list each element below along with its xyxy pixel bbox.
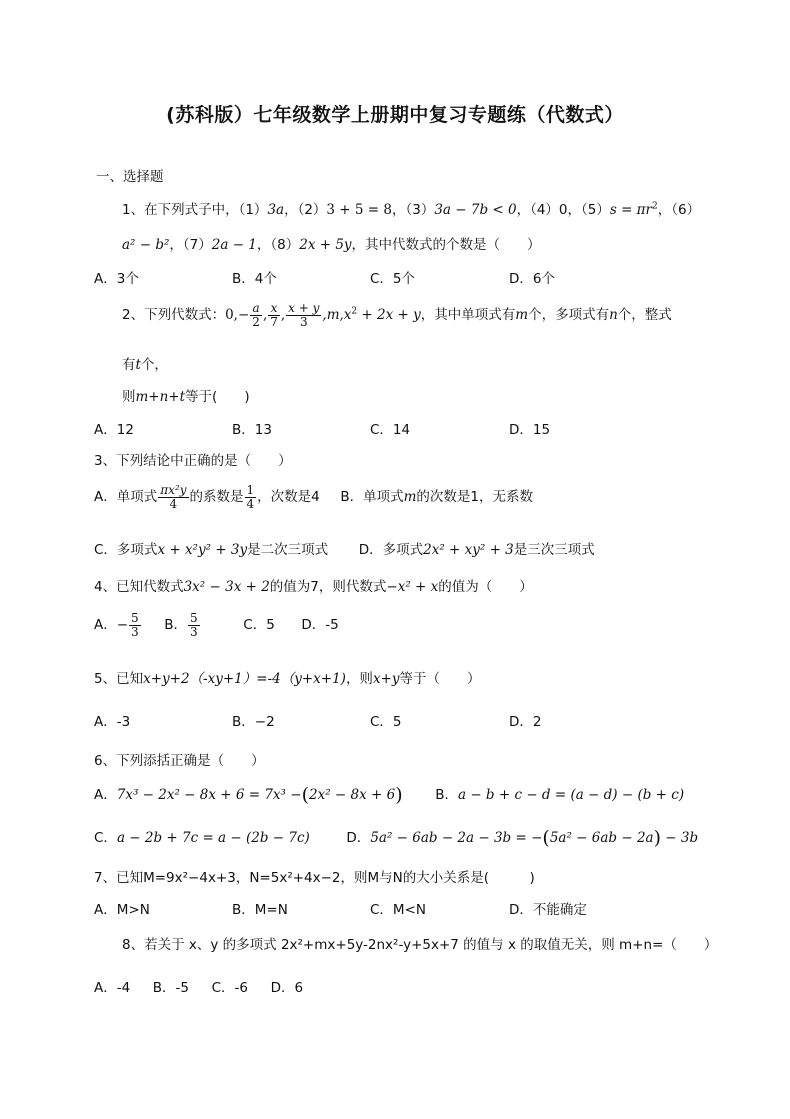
question-8-stem: 8、若关于 x、y 的多项式 2x²+mx+5y-2nx²-y+5x+7 的值与 x 的取值无关，则 m+n=（ ） bbox=[122, 937, 718, 953]
question-6-stem: 6、下列添括正确是（ ） bbox=[94, 753, 265, 769]
q2-option-c: C．14 bbox=[370, 422, 411, 438]
q7-option-d: D．不能确定 bbox=[509, 902, 587, 918]
text: ，次数是4 bbox=[257, 489, 320, 506]
math-expr: ,m,x bbox=[322, 307, 352, 324]
text: 有 bbox=[122, 357, 136, 373]
q8-option-d: D．6 bbox=[270, 980, 304, 996]
math-expr: 5a² − 6ab − 2a − 3b = − bbox=[370, 830, 543, 846]
question-2-line-1: 2、下列代数式：0,− $\frac{a}{2}$ , $\frac{x}{7}$ , $\frac{x + y}{3}$ $,m,x^2 + 2x + y$，其中单项式有m个，多项式有n个，整式 bbox=[122, 301, 672, 329]
text: 个，整式 bbox=[617, 307, 672, 324]
q1-option-d: D．6个 bbox=[509, 271, 555, 287]
q6-option-c: C． bbox=[94, 830, 117, 846]
text: ，其中单项式有 bbox=[420, 307, 516, 324]
question-7-stem: 7、已知M=9x²−4x+3，N=5x²+4x−2，则M与N的大小关系是( ) bbox=[94, 870, 535, 886]
question-3-stem: 3、下列结论中正确的是（ ） bbox=[94, 453, 292, 469]
text: 1、在下列式子中，（1） bbox=[122, 202, 268, 218]
q8-option-c: C．-6 bbox=[211, 980, 249, 996]
text: 个，多项式有 bbox=[528, 307, 610, 324]
q5-option-c: C．5 bbox=[370, 714, 402, 730]
text: 是三次三项式 bbox=[513, 542, 595, 558]
q6-options-cd: C．a − 2b + 7c = a − (2b − 7c) D．5a² − 6ab − 2a − 3b = −(5a² − 6ab − 2a) − 3b bbox=[94, 827, 699, 849]
text: 等于（ ） bbox=[399, 671, 481, 687]
math-expr: a² − b² bbox=[122, 237, 170, 253]
text: ，则 bbox=[345, 671, 373, 687]
math-expr: 3x² − 3x + 2 bbox=[183, 579, 270, 595]
q4-option-d: D．-5 bbox=[301, 617, 339, 634]
math-expr: 3a − 7b < 0 bbox=[434, 202, 517, 218]
text: 2、下列代数式： bbox=[122, 307, 226, 324]
math-expr: 7x³ − 2x² − 8x + 6 = 7x³ − bbox=[116, 787, 302, 803]
math-expr: 2x² − 8x + 6 bbox=[309, 787, 396, 803]
q5-option-d: D．2 bbox=[509, 714, 542, 730]
question-4-stem bbox=[94, 575, 533, 595]
math-expr: a − b + c − d = (a − d) − (b + c) bbox=[457, 787, 685, 803]
text: ，（6） bbox=[657, 202, 701, 218]
text: ，（2） bbox=[284, 202, 327, 218]
text: ，（3） bbox=[391, 202, 435, 218]
question-1-line-1: 1、在下列式子中，（1）3a，（2）3 + 5 = 8，（3）3a − 7b < 0，（4）0，$(5)s = \pi r^2$，（6） bbox=[122, 201, 701, 218]
text: 4、已知代数式 bbox=[94, 579, 184, 595]
math-var: m bbox=[403, 489, 417, 506]
text: B．单项式 bbox=[340, 489, 404, 506]
math-expr: 0,− bbox=[225, 307, 250, 324]
q4-option-a: A．− bbox=[94, 617, 129, 634]
math-expr: 2x² + xy² + 3 bbox=[423, 542, 514, 558]
question-2-line-3 bbox=[122, 385, 250, 405]
text: 的系数是 bbox=[189, 489, 244, 506]
text: ，（8） bbox=[256, 237, 300, 253]
math-var: m bbox=[515, 307, 529, 324]
q8-option-a: A．-4 bbox=[94, 980, 131, 996]
fraction: $\frac{1}{4}$ bbox=[246, 483, 255, 511]
fraction: $\frac{x + y}{3}$ bbox=[288, 301, 320, 329]
text: 5、已知 bbox=[94, 671, 144, 687]
q1-option-b: B．4个 bbox=[232, 271, 277, 287]
math-expr: x + x²y² + 3y bbox=[157, 542, 248, 558]
math-expr: + 2x + y bbox=[357, 307, 421, 324]
text: 的值为7，则代数式 bbox=[269, 579, 387, 595]
fraction: $\frac{a}{2}$ bbox=[252, 301, 260, 329]
math-expr: − 3b bbox=[661, 830, 699, 846]
question-1-line-2 bbox=[122, 233, 541, 253]
math-expr: x+y bbox=[372, 671, 400, 687]
q4-option-b: B． bbox=[164, 617, 188, 634]
text: ，（4）0，（5） bbox=[516, 202, 610, 218]
q7-option-c: C．M<N bbox=[370, 902, 426, 918]
q2-option-a: A．12 bbox=[94, 422, 134, 438]
q6-options-ab: A．7x³ − 2x² − 8x + 6 = 7x³ −(2x² − 8x + 6) B．a − b + c − d = (a − d) − (b + c) bbox=[94, 784, 685, 806]
math-expr: x+y+2（-xy+1）=-4（y+x+1) bbox=[143, 671, 346, 687]
math-expr: s = πr bbox=[609, 202, 653, 218]
text: ，其中代数式的个数是（ ） bbox=[351, 237, 541, 253]
fraction: $\frac{\text{πx²y}}{4}$ bbox=[160, 483, 187, 511]
math-expr: 5a² − 6ab − 2a bbox=[549, 830, 654, 846]
text: 等于( ) bbox=[185, 389, 250, 405]
q8-options bbox=[94, 976, 303, 996]
page-title: (苏科版）七年级数学上册期中复习专题练（代数式） bbox=[166, 104, 624, 126]
text: 是二次三项式 bbox=[247, 542, 329, 558]
q5-option-a: A．-3 bbox=[94, 714, 131, 730]
text: ，（7） bbox=[169, 237, 212, 253]
question-2-line-2 bbox=[122, 353, 168, 373]
section-heading: 一、选择题 bbox=[96, 169, 164, 185]
q6-option-d: D． bbox=[346, 830, 371, 846]
text: A．单项式 bbox=[94, 489, 158, 506]
math-expr: m+n+t bbox=[135, 389, 186, 405]
q4-option-c: C．5 bbox=[243, 617, 275, 634]
q1-option-c: C．5个 bbox=[370, 271, 416, 287]
q7-option-a: A．M>N bbox=[94, 902, 150, 918]
math-var: n bbox=[609, 307, 618, 324]
math-expr: 2a − 1 bbox=[211, 237, 257, 253]
text: 个， bbox=[140, 357, 168, 373]
math-var: t bbox=[135, 357, 141, 373]
q3-options-ab bbox=[94, 484, 533, 510]
math-expr: a − 2b + 7c = a − (2b − 7c) bbox=[116, 830, 310, 846]
math-expr: 3 + 5 = 8 bbox=[326, 202, 392, 218]
text: 则 bbox=[122, 389, 136, 405]
q8-option-b: B．-5 bbox=[152, 980, 190, 996]
text: D．多项式 bbox=[358, 542, 424, 558]
q1-option-a: A．3个 bbox=[94, 271, 139, 287]
math-expr: 2x + 5y bbox=[299, 237, 352, 253]
q2-option-d: D．15 bbox=[509, 422, 551, 438]
text: 的次数是1，无系数 bbox=[416, 489, 533, 506]
math-expr: −x² + x bbox=[386, 579, 439, 595]
math-expr: 3a bbox=[267, 202, 285, 218]
text: 的值为（ ） bbox=[438, 579, 533, 595]
fraction: $\frac{5}{3}$ bbox=[131, 611, 139, 639]
fraction: $\frac{5}{3}$ bbox=[190, 611, 198, 639]
q4-options bbox=[94, 612, 339, 638]
question-5-stem bbox=[94, 667, 481, 687]
q5-option-b: B．−2 bbox=[232, 714, 275, 730]
q6-option-b: B． bbox=[435, 787, 458, 803]
text: C．多项式 bbox=[94, 542, 158, 558]
q3-options-cd bbox=[94, 538, 595, 558]
q7-option-b: B．M=N bbox=[232, 902, 288, 918]
fraction: $\frac{x}{7}$ bbox=[270, 301, 278, 329]
q6-option-a: A． bbox=[94, 787, 117, 803]
q2-option-b: B．13 bbox=[232, 422, 272, 438]
